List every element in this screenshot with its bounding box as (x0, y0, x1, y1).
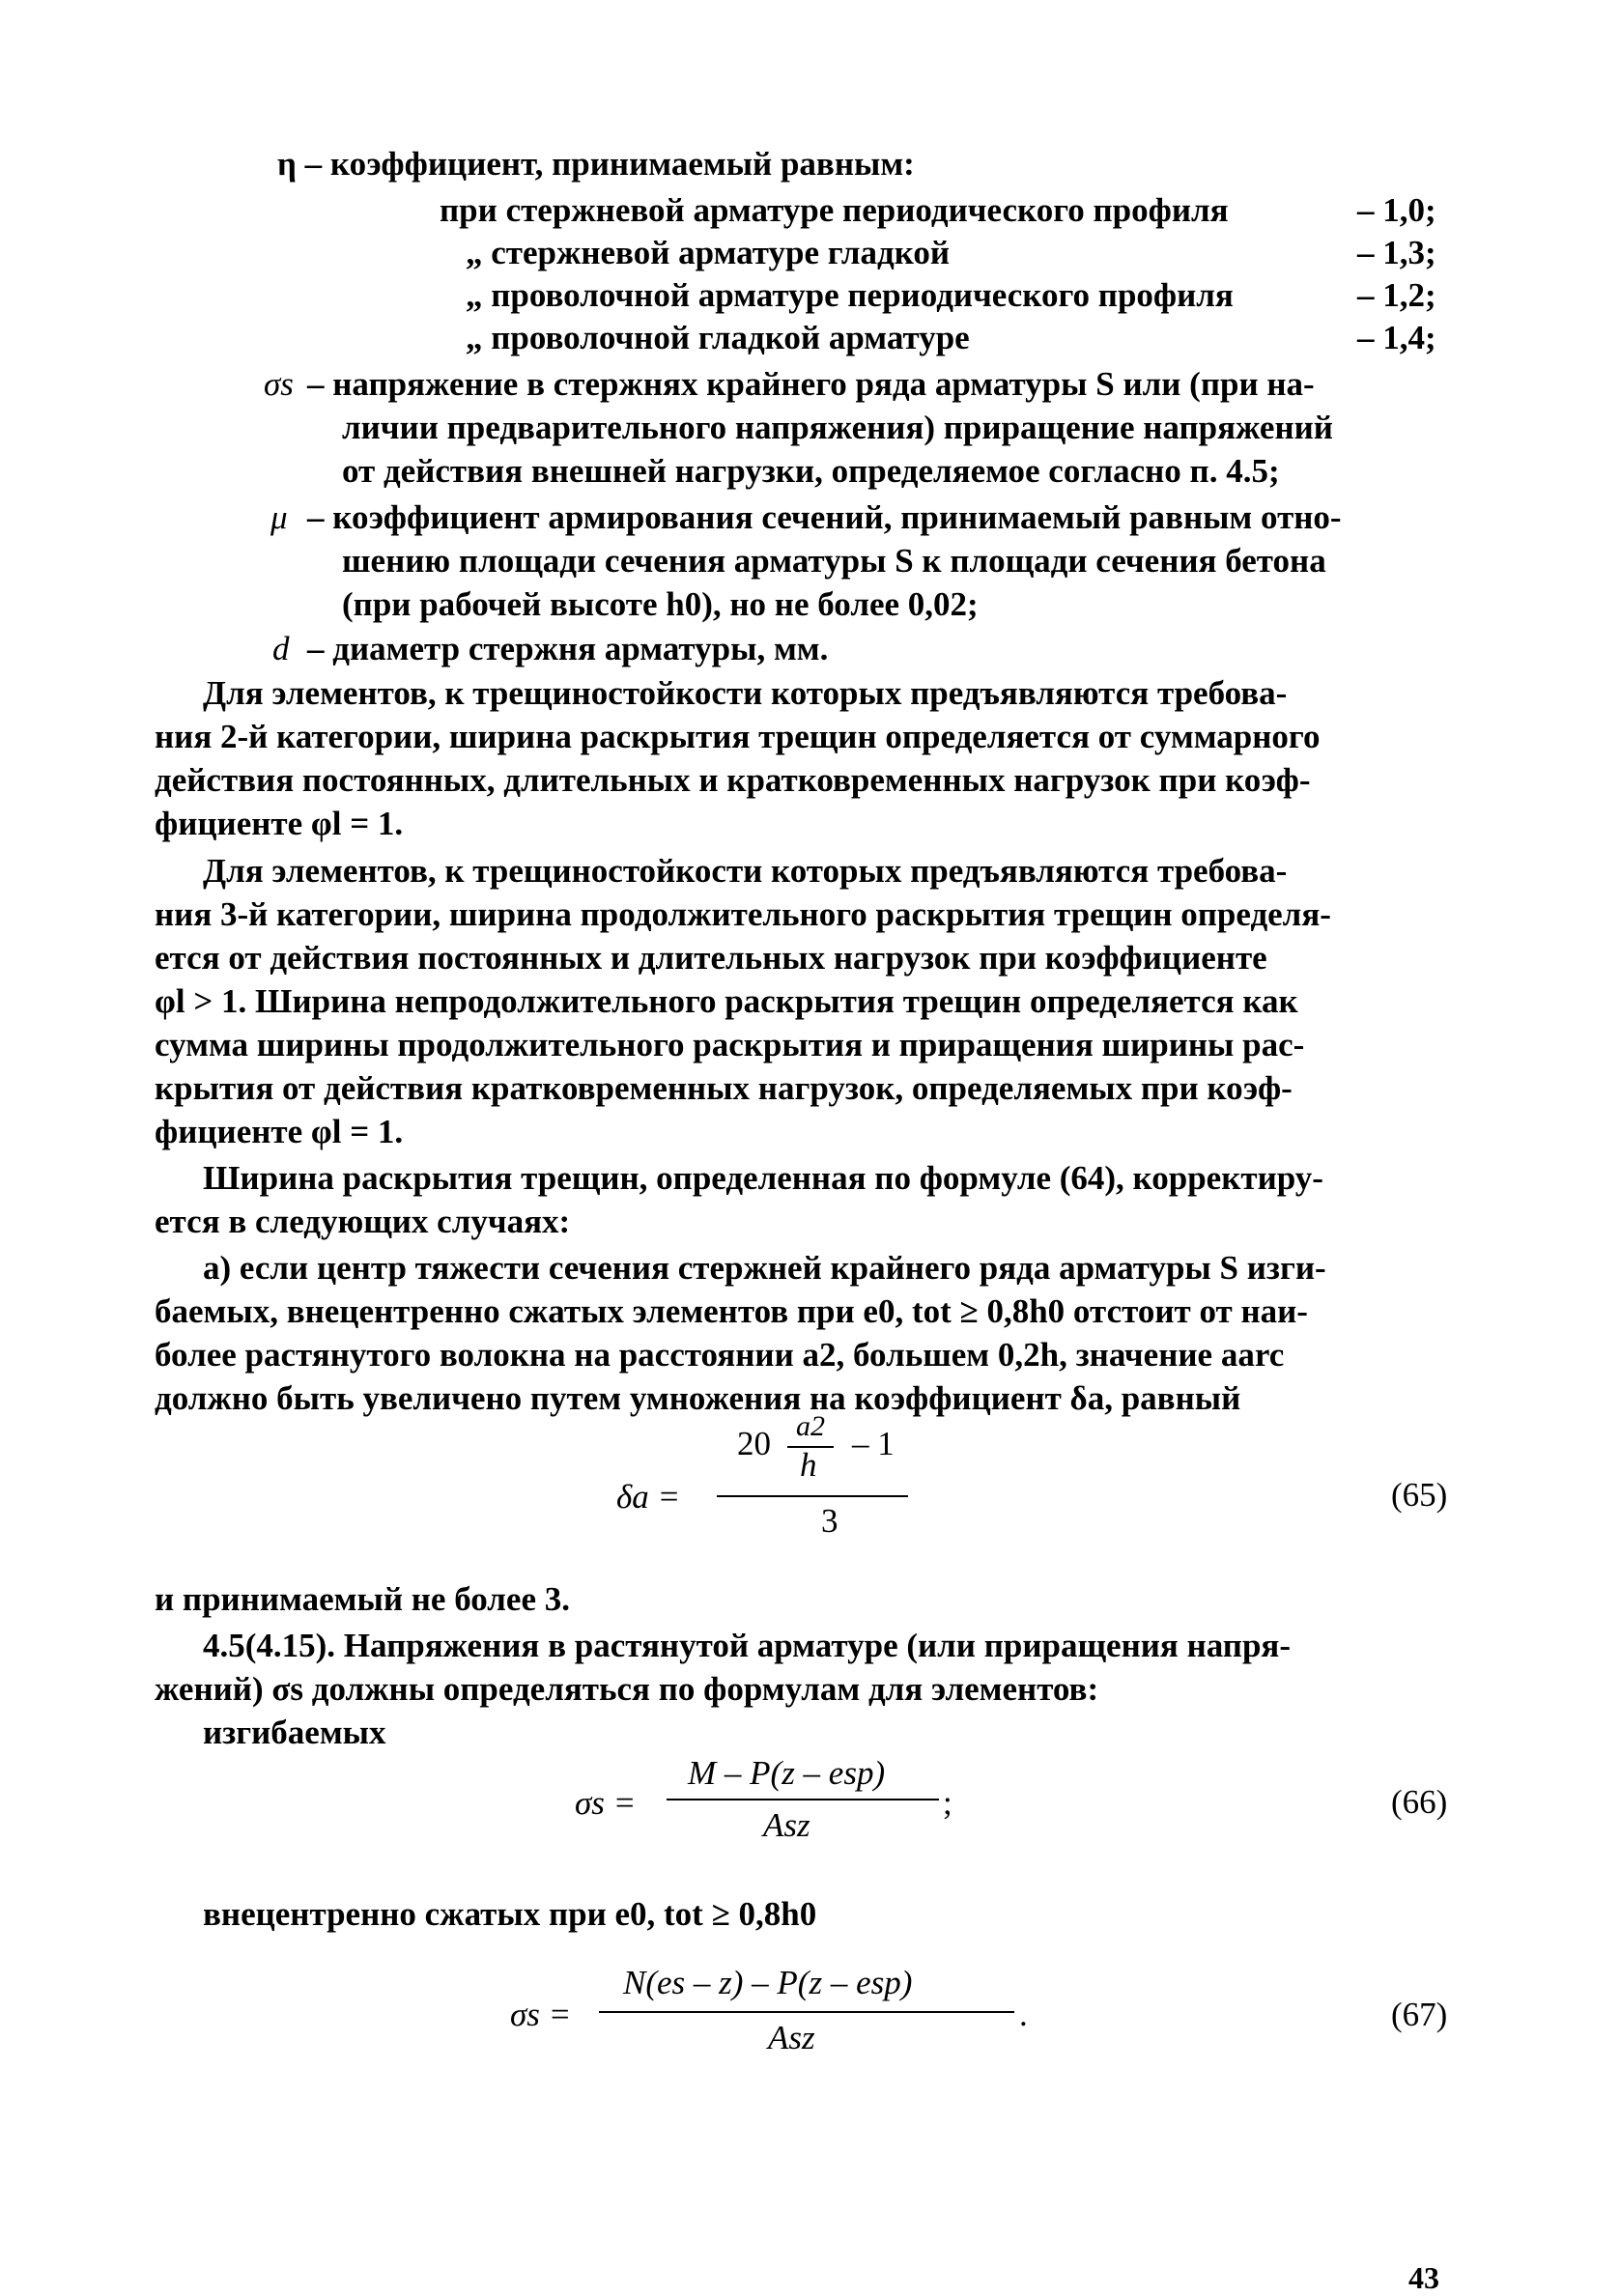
formula67-lhs: σs = (510, 1996, 572, 2033)
sigma-line-3: от действия внешней нагрузки, определяемое согласно п. 4.5; (342, 452, 1280, 490)
section-bending: изгибаемых (203, 1714, 386, 1751)
eta-item-4-prefix: „ (466, 319, 483, 356)
formula65-lhs: δa = (616, 1478, 681, 1516)
formula65-num-frac-top: a2 (796, 1410, 825, 1442)
section-line-1: 4.5(4.15). Напряжения в растянутой арматуре (или приращения напря- (203, 1627, 1292, 1664)
after65-text: и принимаемый не более 3. (155, 1580, 570, 1618)
formula67-number: (67) (1391, 1996, 1448, 2033)
eta-item-2-prefix: „ (466, 234, 483, 271)
eccentric-text: внецентренно сжатых при e0, tot ≥ 0,8h0 (203, 1895, 817, 1933)
eta-item-1 (440, 189, 1229, 232)
formula65-num-frac-bottom: h (800, 1446, 817, 1484)
formula66-tail: ; (943, 1784, 952, 1822)
eta-item-4-value: – 1,4; (1357, 319, 1436, 356)
eta-item-2-text: стержневой арматуре гладкой (491, 234, 951, 271)
sigma-line-1: – напряжение в стержнях крайнего ряда арматуры S или (при на- (307, 365, 1315, 403)
formula65-num-a: 20 (737, 1425, 771, 1462)
formula65-number: (65) (1391, 1476, 1448, 1514)
eta-item-3-prefix: „ (466, 276, 483, 314)
eta-item-2 (466, 232, 950, 274)
eta-item-2-value: – 1,3; (1357, 234, 1436, 271)
para2-line-5: сумма ширины продолжительного раскрытия и приращения ширины рас- (155, 1026, 1305, 1063)
formula66-fraction-bar (667, 1799, 939, 1800)
formula65-fraction-bar (717, 1495, 908, 1497)
para4-line-3: более растянутого волокна на расстоянии a2, большем 0,2h, значение aarc (155, 1336, 1285, 1374)
para1-line-1: Для элементов, к трещиностойкости которых предъявляются требова- (203, 674, 1288, 712)
formula66-num: M – P(z – esp) (688, 1754, 886, 1792)
mu-line-3: (при рабочей высоте h0), но не более 0,02; (342, 585, 979, 623)
sigma-symbol: σs (264, 365, 294, 403)
eta-item-3-text: проволочной арматуре периодического профиля (491, 276, 1234, 314)
mu-symbol: μ (270, 498, 288, 536)
para4-line-4: должно быть увеличено путем умножения на коэффициент δa, равный (155, 1379, 1241, 1417)
para1-line-2: ния 2-й категории, ширина раскрытия трещин определяется от суммарного (155, 718, 1321, 755)
para1-line-3: действия постоянных, длительных и кратковременных нагрузок при коэф- (155, 761, 1311, 799)
eta-item-1-prefix: при (440, 191, 497, 229)
formula67-fraction-bar (599, 2011, 1014, 2013)
eta-head: η – коэффициент, принимаемый равным: (277, 145, 915, 183)
mu-line-2: шению площади сечения арматуры S к площади сечения бетона (342, 542, 1326, 580)
para3-line-2: ется в следующих случаях: (155, 1203, 571, 1240)
eta-item-3 (466, 274, 1234, 317)
mu-line-1: – коэффициент армирования сечений, принимаемый равным отно- (307, 498, 1342, 536)
d-line: – диаметр стержня арматуры, мм. (307, 630, 829, 667)
eta-item-3-value: – 1,2; (1357, 276, 1436, 314)
formula67-num: N(es – z) – P(z – esp) (623, 1964, 913, 2001)
para2-line-1: Для элементов, к трещиностойкости которых предъявляются требова- (203, 852, 1288, 890)
d-symbol: d (272, 630, 290, 667)
para2-line-3: ется от действия постоянных и длительных нагрузок при коэффициенте (155, 939, 1267, 977)
eta-item-1-text: стержневой арматуре периодического профиля (505, 191, 1229, 229)
para2-line-7: фициенте φl = 1. (155, 1113, 404, 1150)
para3-line-1: Ширина раскрытия трещин, определенная по формуле (64), корректиру- (203, 1159, 1323, 1197)
section-line-2: жений) σs должны определяться по формулам для элементов: (155, 1670, 1099, 1708)
para2-line-6: крытия от действия кратковременных нагрузок, определяемых при коэф- (155, 1069, 1293, 1107)
formula66-lhs: σs = (575, 1784, 637, 1822)
para2-line-4: φl > 1. Ширина непродолжительного раскрытия трещин определяется как (155, 982, 1298, 1020)
eta-item-1-value: – 1,0; (1357, 191, 1436, 229)
para2-line-2: ния 3-й категории, ширина продолжительного раскрытия трещин определя- (155, 895, 1331, 933)
formula65-num-b: – 1 (852, 1425, 895, 1462)
para1-line-4: фициенте φl = 1. (155, 805, 404, 842)
para4-line-2: баемых, внецентренно сжатых элементов при e0, tot ≥ 0,8h0 отстоит от наи- (155, 1292, 1308, 1330)
formula65-den: 3 (821, 1502, 838, 1540)
formula66-den: Asz (763, 1806, 810, 1844)
formula66-number: (66) (1391, 1783, 1448, 1821)
formula67-den: Asz (768, 2019, 815, 2056)
page-number: 43 (1408, 2260, 1439, 2295)
para4-line-1: а) если центр тяжести сечения стержней крайнего ряда арматуры S изги- (203, 1249, 1326, 1287)
eta-item-4-text: проволочной гладкой арматуре (491, 319, 970, 356)
eta-item-4 (466, 317, 970, 359)
sigma-line-2: личии предварительного напряжения) приращение напряжений (342, 409, 1333, 446)
formula67-tail: . (1019, 1996, 1028, 2033)
